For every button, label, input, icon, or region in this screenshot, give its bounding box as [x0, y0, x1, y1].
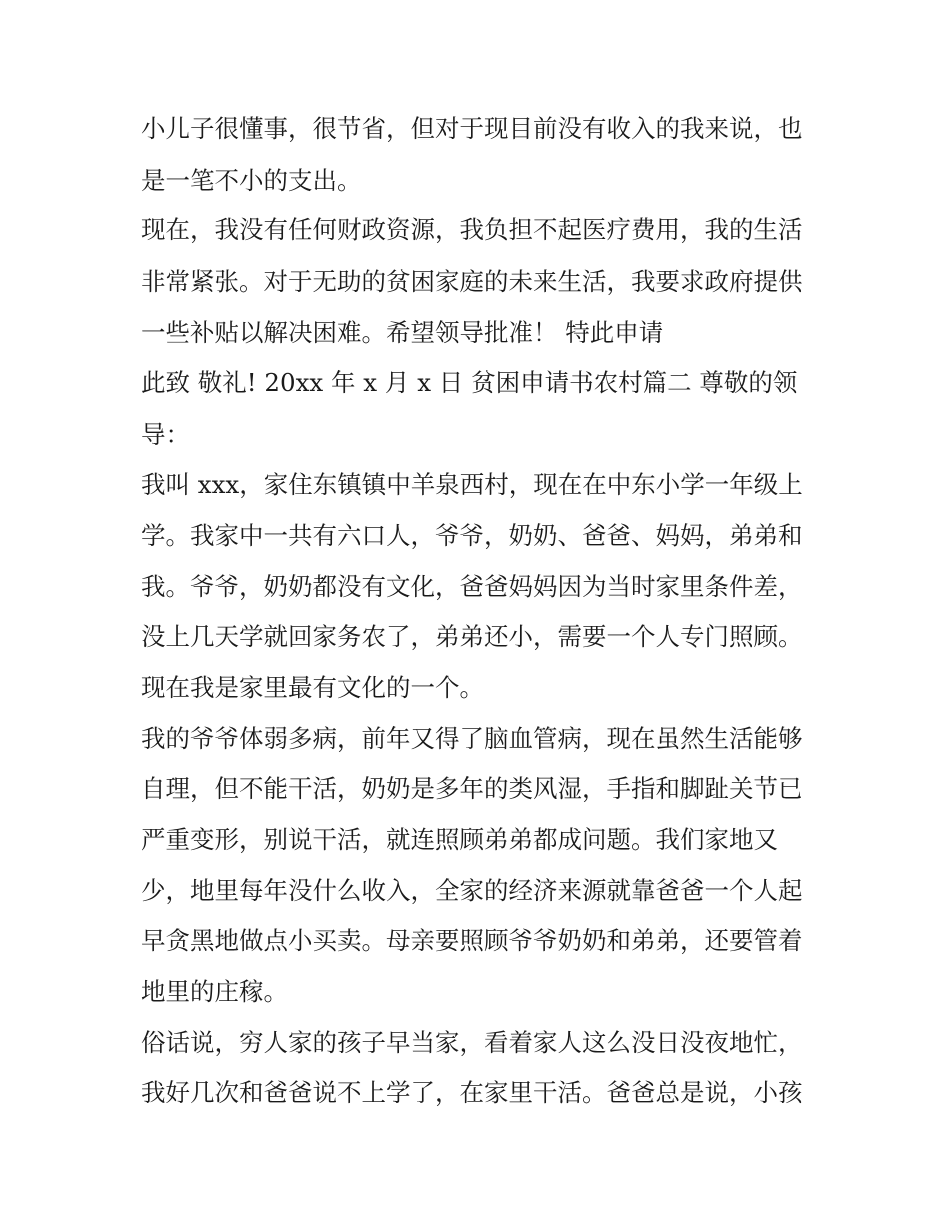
- text-line: 早贪黑地做点小买卖。母亲要照顾爷爷奶奶和弟弟，还要管着: [141, 926, 803, 955]
- text-line: 严重变形，别说干活，就连照顾弟弟都成问题。我们家地又: [141, 825, 778, 854]
- text-line: 俗话说，穷人家的孩子早当家，看着家人这么没日没夜地忙，: [141, 1028, 803, 1057]
- text-line: 现在，我没有任何财政资源，我负担不起医疗费用，我的生活: [141, 215, 803, 244]
- text-line: 我好几次和爸爸说不上学了，在家里干活。爸爸总是说，小孩: [141, 1078, 803, 1107]
- text-line: 没上几天学就回家务农了，弟弟还小，需要一个人专门照顾。: [141, 622, 803, 651]
- text-line: 非常紧张。对于无助的贫困家庭的未来生活，我要求政府提供: [141, 267, 803, 296]
- text-line: 自理，但不能干活，奶奶是多年的类风湿，手指和脚趾关节已: [141, 774, 803, 803]
- text-line: 地里的庄稼。: [141, 977, 288, 1006]
- text-line: 我。爷爷，奶奶都没有文化，爸爸妈妈因为当时家里条件差，: [141, 572, 803, 601]
- text-line: 导：: [141, 420, 190, 449]
- text-line: 少，地里每年没什么收入，全家的经济来源就靠爸爸一个人起: [141, 876, 803, 905]
- text-line: 现在我是家里最有文化的一个。: [141, 673, 484, 702]
- text-line: 学。我家中一共有六口人，爷爷，奶奶、爸爸、妈妈，弟弟和: [141, 521, 803, 550]
- text-line: 此致 敬礼! 20xx 年 x 月 x 日 贫困申请书农村篇二 尊敬的领: [141, 368, 798, 397]
- text-line: 我叫 xxx，家住东镇镇中羊泉西村，现在在中东小学一年级上: [141, 470, 803, 499]
- text-line: 一些补贴以解决困难。希望领导批准！ 特此申请: [141, 318, 664, 347]
- text-line: 是一笔不小的支出。: [141, 166, 362, 195]
- text-line: 我的爷爷体弱多病，前年又得了脑血管病，现在虽然生活能够: [141, 724, 803, 753]
- text-line: 小儿子很懂事，很节省，但对于现目前没有收入的我来说，也: [141, 114, 803, 143]
